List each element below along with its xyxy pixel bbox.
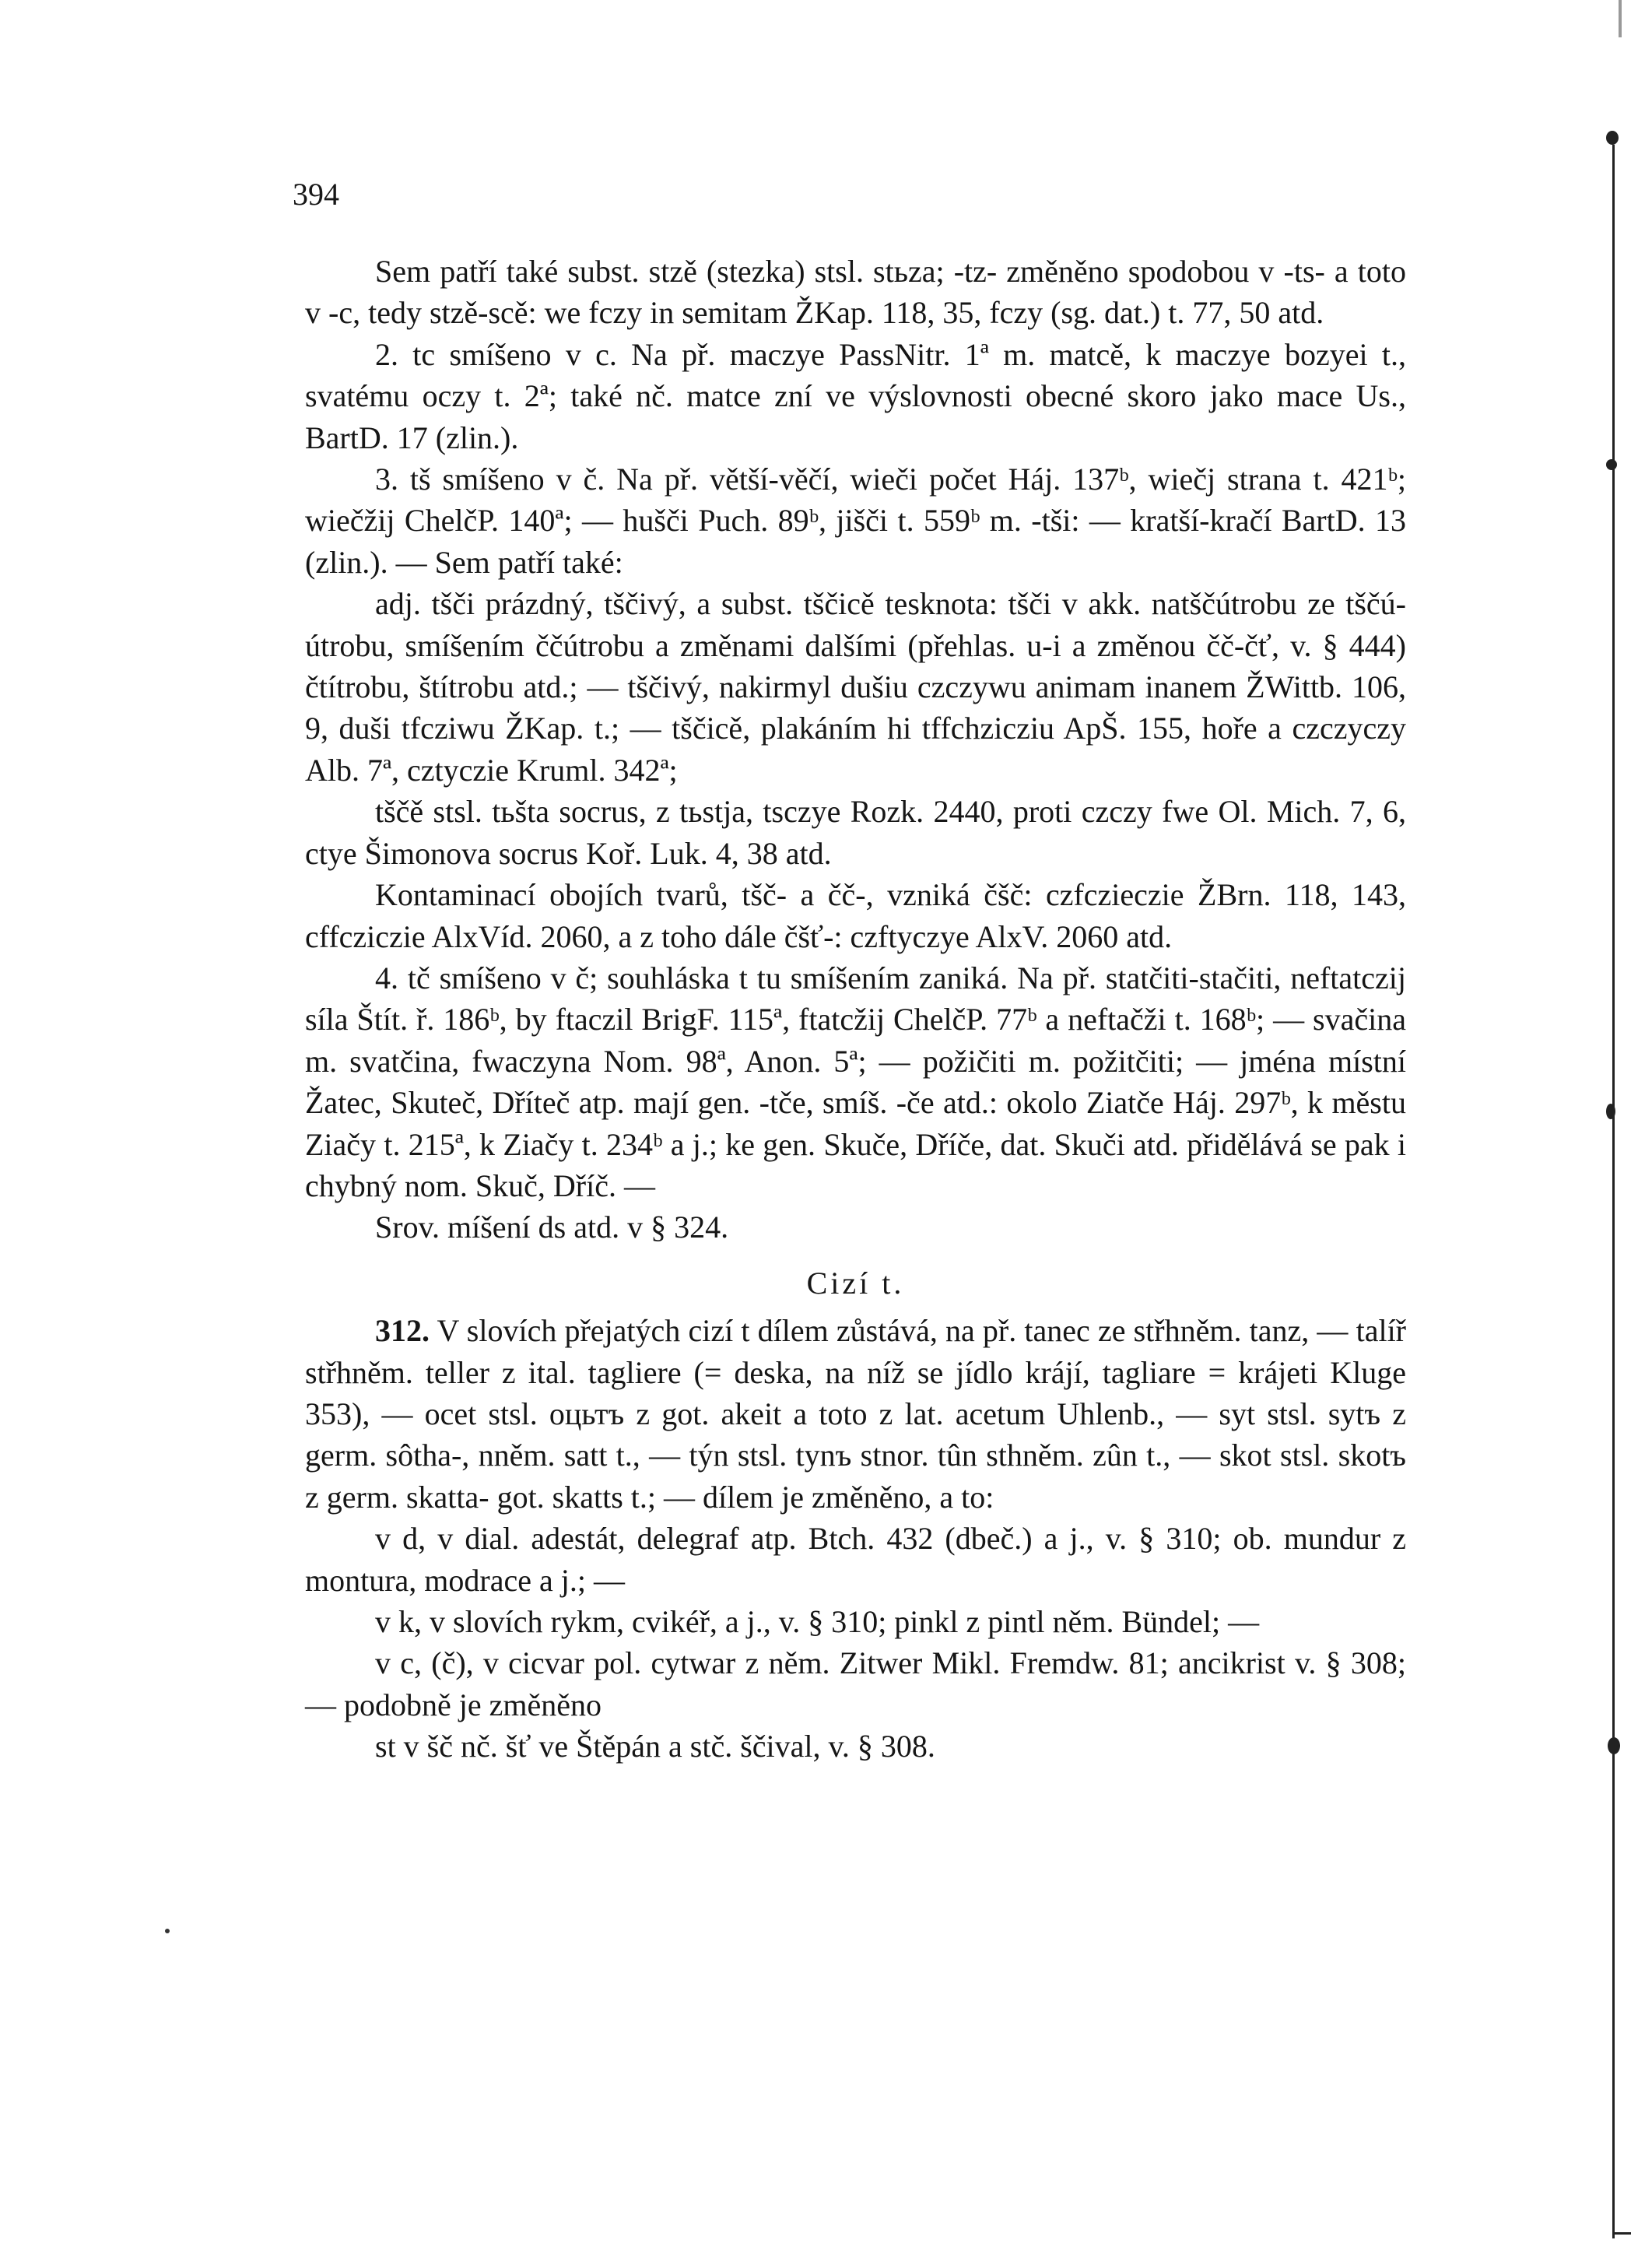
scan-edge-tab [1619, 0, 1622, 37]
paragraph: Sem patří také subst. stzě (stezka) stsl. stьza; -tz- změněno spodobou v -ts- a toto v -c, tedy stzě-scě: we fczy in semitam ŽKap. 118, 35, fczy (sg. dat.) t. 77, 50 atd. [305, 254, 1406, 331]
page-number: 394 [293, 177, 339, 212]
scan-edge-mark [1606, 1104, 1615, 1119]
paragraph-text: V slovích přejatých cizí t dílem zůstává, na př. tanec ze střhněm. tanz, — talíř střhněm. teller z ital. tagliere (= deska, na níž se jídlo krájí, tagliare = krájeti Kluge 353), — ocet stsl. оцьтъ z got. akeit a toto z lat. acetum Uhlenb., — syt stsl. sytъ z germ. sôtha-, nněm. satt t., — týn stsl. tynъ stnor. tûn sthněm. zûn t., — skot stsl. skotъ z germ. skatta- got. skatts t.; — dílem je změněno, a to: [305, 1313, 1407, 1515]
paragraph: Kontaminací obojích tvarů, tšč- a čč-, vzniká čšč: czfczieczie ŽBrn. 118, 143, cffcziczie AlxVíd. 2060, a z toho dále čšť-: czftyczye AlxV. 2060 atd. [305, 877, 1406, 954]
paragraph: tščě stsl. tьšta socrus, z tьstja, tsczye Rozk. 2440, proti czczy fwe Ol. Mich. 7, 6, ctye Šimonova socrus Koř. Luk. 4, 38 atd. [305, 794, 1406, 871]
paragraph: 2. tc smíšeno v c. Na př. maczye PassNitr. 1ª m. matcě, k maczye bozyei t., svatému oczy t. 2ª; také nč. matce zní ve výslovnosti obecné skoro jako mace Us., BartD. 17 (zlin.). [305, 336, 1406, 455]
section-number: 312. [375, 1313, 430, 1349]
scan-edge-corner [1612, 2232, 1631, 2235]
scan-edge-mark [1606, 131, 1619, 145]
scan-edge-mark [1606, 459, 1617, 470]
paragraph: v d, v dial. adestát, delegraf atp. Btch. 432 (dbeč.) a j., v. § 310; ob. mundur z montura, modrace a j.; — [305, 1521, 1406, 1598]
section-heading: Cizí t. [806, 1265, 905, 1301]
paragraph: 3. tš smíšeno v č. Na př. větší-věčí, wieči počet Háj. 137ᵇ, wiečj strana t. 421ᵇ; wiečžij ChelčP. 140ª; — hušči Puch. 89ᵇ, jišči t. 559ᵇ m. -tši: — kratší-kračí BartD. 13 (zlin.). — Sem patří také: [305, 462, 1406, 580]
paragraph [305, 1310, 1406, 1518]
body-text [305, 251, 1406, 1768]
paragraph: 4. tč smíšeno v č; souhláska t tu smíšením zaniká. Na př. statčiti-stačiti, neftatczij síla Štít. ř. 186ᵇ, by ftaczil BrigF. 115ª, ftatcžij ChelčP. 77ᵇ a neftačži t. 168ᵇ; — svačina m. svatčina, fwaczyna Nom. 98ª, Anon. 5ª; — požičiti m. požitčiti; — jména místní Žatec, Skuteč, Dříteč atp. mají gen. -tče, smíš. -če atd.: okolo Ziatče Háj. 297ᵇ, k městu Ziačy t. 215ª, k Ziačy t. 234ᵇ a j.; ke gen. Skuče, Dříče, dat. Skuči atd. přidělává se pak i chybný nom. Skuč, Dříč. — [305, 960, 1406, 1203]
scan-speck [165, 1929, 170, 1933]
paragraph: v c, (č), v cicvar pol. cytwar z něm. Zitwer Mikl. Fremdw. 81; ancikrist v. § 308; — podobně je změněno [305, 1645, 1406, 1722]
paragraph: v k, v slovích rykm, cvikéř, a j., v. § 310; pinkl z pintl něm. Bündel; — [375, 1604, 1260, 1639]
paragraph: st v šč nč. šť ve Štěpán a stč. ščival, v. § 308. [375, 1729, 935, 1764]
paragraph: Srov. míšení ds atd. v § 324. [375, 1210, 729, 1245]
paragraph: adj. tšči prázdný, tščivý, a subst. tščicě tesknota: tšči v akk. natščútrobu ze tščú-útrobu, smíšením ččútrobu a změnami dalšími (přehlas. u-i a změnou čč-čť, v. § 444) čtítrobu, štítrobu atd.; — tščivý, nakirmyl dušiu czczywu animam inanem ŽWittb. 106, 9, duši tfcziwu ŽKap. t.; — tščicě, plakáním hi tffchzicziu ApŠ. 155, hoře a czczyczy Alb. 7ª, cztyczie Kruml. 342ª; [305, 586, 1406, 788]
scan-edge-mark [1608, 1737, 1620, 1754]
